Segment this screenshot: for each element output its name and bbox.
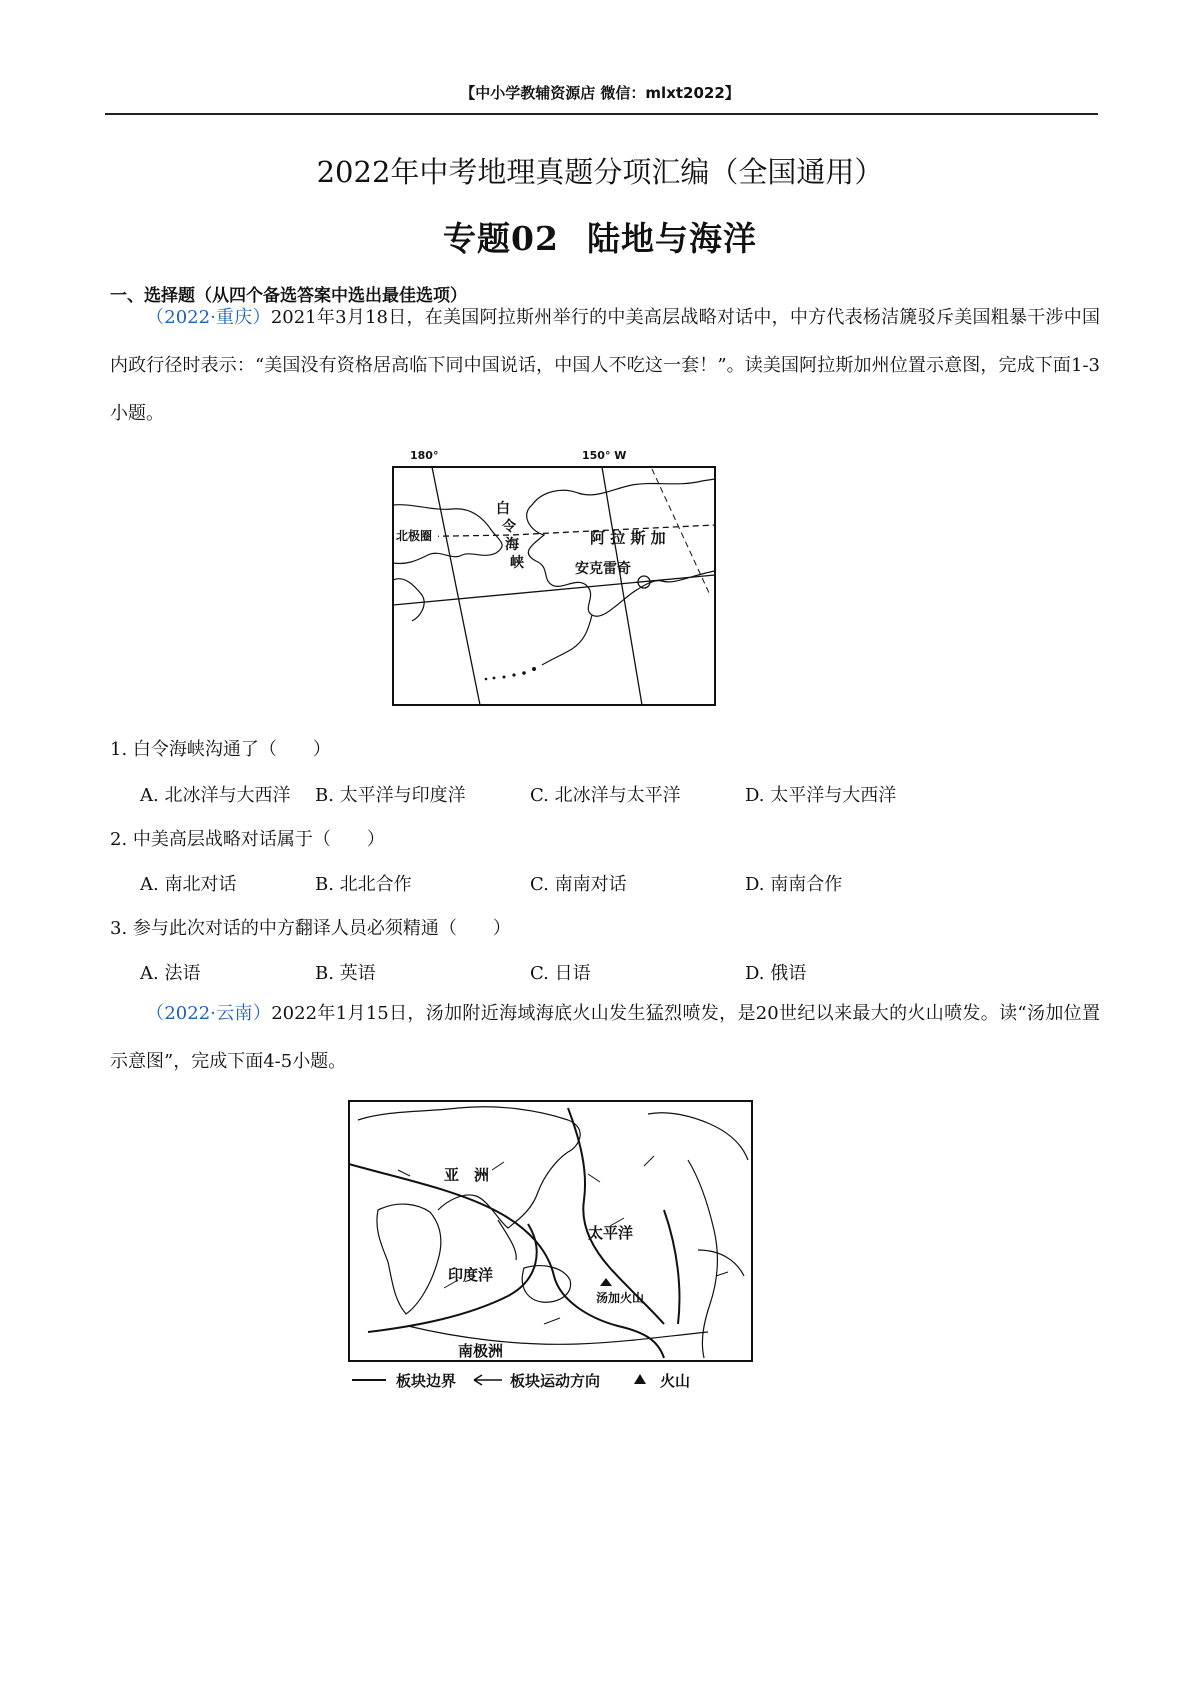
tonga-volcano-label: 汤加火山 <box>596 1291 645 1305</box>
legend-arrow-icon <box>474 1375 502 1385</box>
question-1-option-c: C. 北冰洋与太平洋 <box>530 785 681 806</box>
alaska-label: 阿 拉 斯 加 <box>590 529 666 547</box>
arctic-circle-label: 北极圈 <box>396 529 433 543</box>
page-subtitle <box>0 213 1200 260</box>
header-text: 【中小学教辅资源店 微信：mlxt2022】 <box>460 84 740 102</box>
subtitle-topic-number: 专题02 <box>443 219 559 258</box>
question-3-option-b: B. 英语 <box>315 963 376 984</box>
question-1-option-b: B. 太平洋与印度洋 <box>315 785 466 806</box>
legend-volcano-label: 火山 <box>660 1372 691 1390</box>
question-2-option-c: C. 南南对话 <box>530 874 627 895</box>
longitude-180-label: 180° <box>410 449 439 462</box>
tonga-map <box>348 1100 754 1392</box>
longitude-150w-label: 150° W <box>582 449 627 462</box>
legend-boundary-label: 板块边界 <box>396 1372 457 1390</box>
anchorage-label: 安克雷奇 <box>575 561 631 577</box>
strait-char-1: 白 <box>496 501 510 517</box>
strait-char-4: 峡 <box>510 555 524 571</box>
question-3-option-d: D. 俄语 <box>745 963 807 984</box>
source-tag: （2022·重庆） <box>146 307 271 328</box>
question-1-option-d: D. 太平洋与大西洋 <box>745 785 897 806</box>
question-3-option-a: A. 法语 <box>140 963 201 984</box>
strait-char-3: 海 <box>505 537 519 553</box>
intro-paragraph-2 <box>110 990 1100 1086</box>
question-2-option-a: A. 南北对话 <box>140 874 237 895</box>
legend-motion-label: 板块运动方向 <box>510 1372 601 1390</box>
page-title: 2022年中考地理真题分项汇编（全国通用） <box>316 155 884 189</box>
question-1: 1. 白令海峡沟通了（ ） <box>110 739 331 760</box>
pacific-label: 太平洋 <box>588 1224 634 1242</box>
intro-text-2: 2022年1月15日，汤加附近海域海底火山发生猛烈喷发，是20世纪以来最大的火山喷发。读“汤加位置示意图”，完成下面4-5小题。 <box>110 1003 1100 1072</box>
strait-char-2: 令 <box>502 519 516 535</box>
question-2-option-b: B. 北北合作 <box>315 874 412 895</box>
intro-text: 2021年3月18日，在美国阿拉斯州举行的中美高层战略对话中，中方代表杨洁篪驳斥美国粗暴干涉中国内政行径时表示：“美国没有资格居高临下同中国说话，中国人不吃这一套！”。读美国阿拉斯加州位置示意图，完成下面1-3小题。 <box>110 307 1100 424</box>
asia-label: 亚 洲 <box>444 1166 490 1184</box>
section-heading: 一、选择题（从四个备选答案中选出最佳选项） <box>110 286 467 306</box>
subtitle-topic-name: 陆地与海洋 <box>586 219 757 258</box>
intro-paragraph-1 <box>110 294 1100 438</box>
question-2: 2. 中美高层战略对话属于（ ） <box>110 829 385 850</box>
question-3: 3. 参与此次对话的中方翻译人员必须精通（ ） <box>110 918 511 939</box>
question-2-option-d: D. 南南合作 <box>745 874 843 895</box>
header-divider <box>105 113 1098 115</box>
question-1-option-a: A. 北冰洋与大西洋 <box>140 785 291 806</box>
indian-ocean-label: 印度洋 <box>448 1266 494 1284</box>
antarctica-label: 南极洲 <box>458 1342 504 1360</box>
question-3-option-c: C. 日语 <box>530 963 591 984</box>
source-tag-2: （2022·云南） <box>146 1003 272 1024</box>
legend-volcano-icon <box>634 1374 646 1384</box>
alaska-map <box>392 445 718 707</box>
